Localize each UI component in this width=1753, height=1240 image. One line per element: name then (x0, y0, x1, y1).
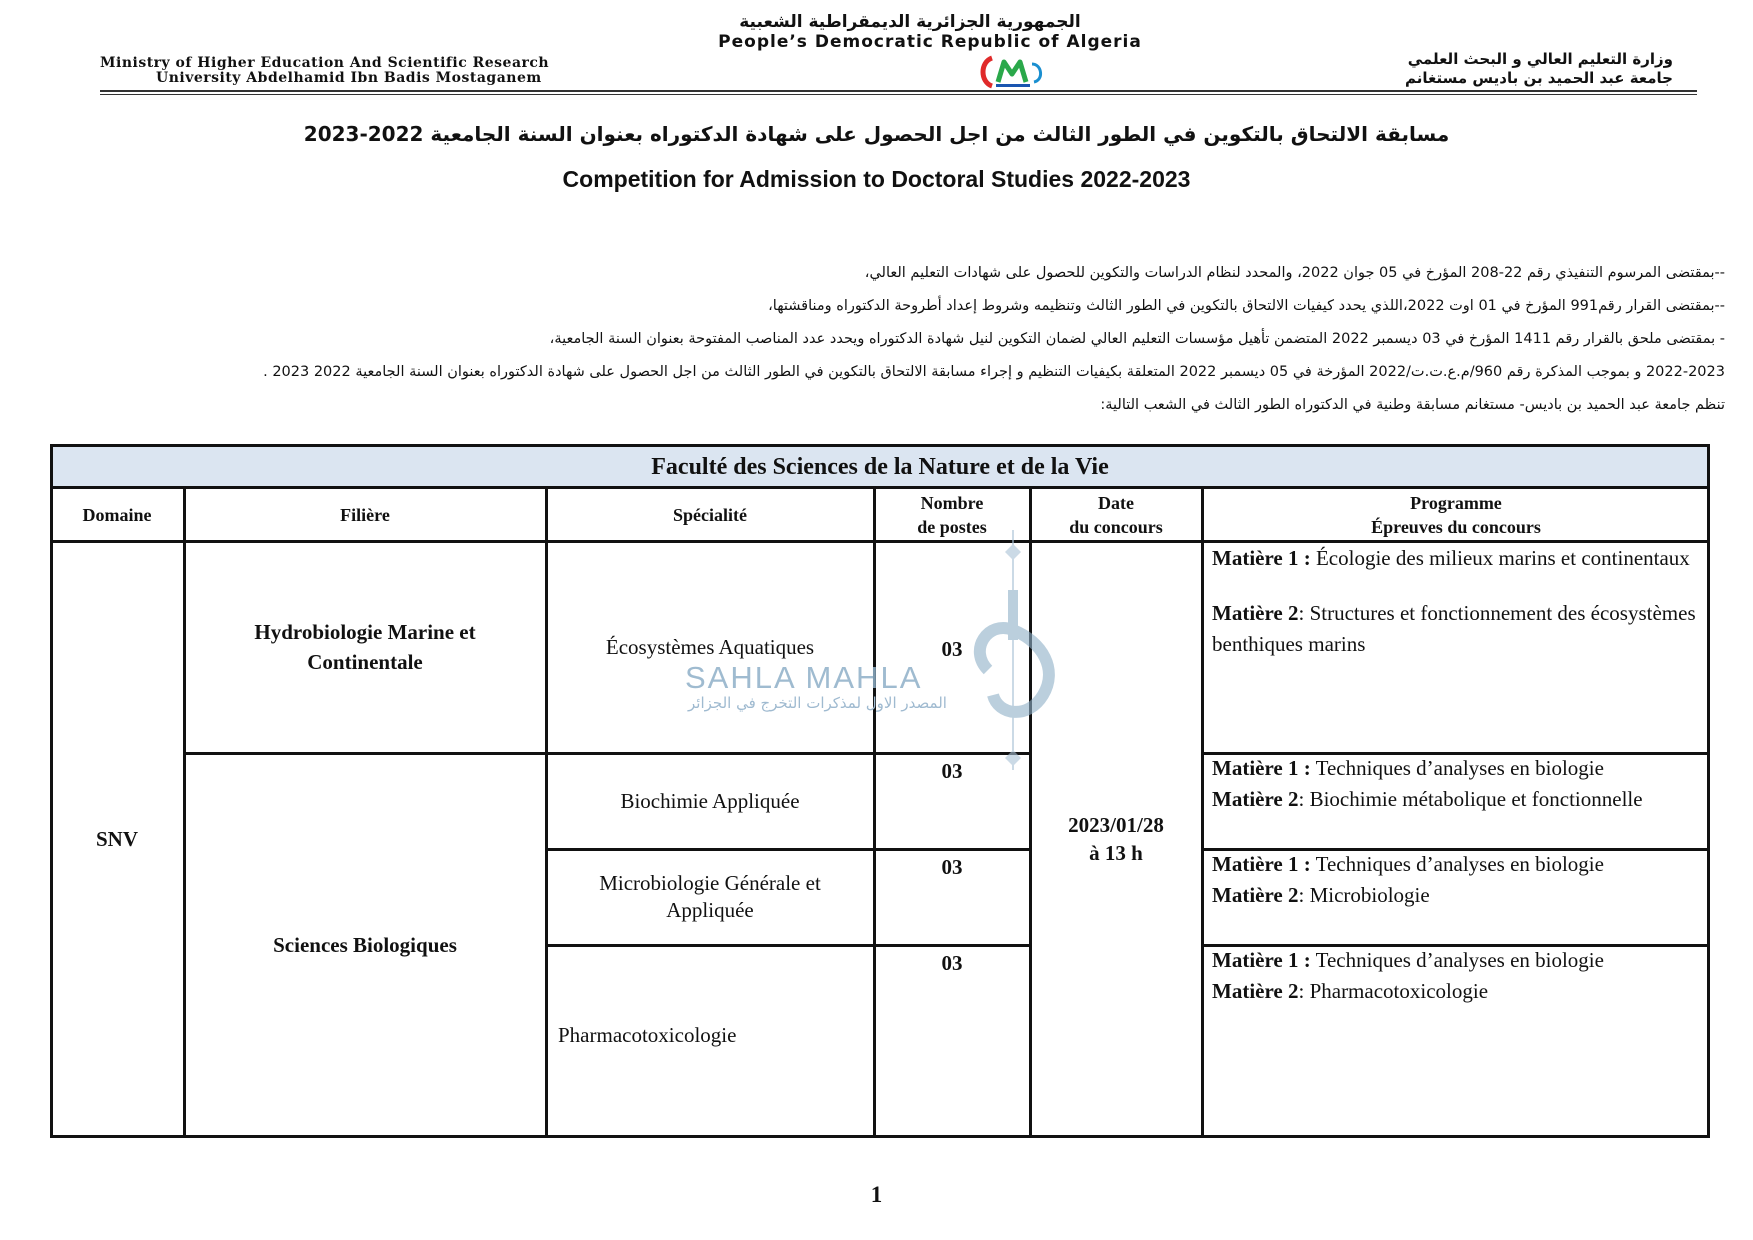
domaine-cell: SNV (95, 827, 138, 851)
date-value: 2023/01/28 (1068, 813, 1164, 837)
table-rule (1202, 944, 1710, 947)
table-rule (183, 489, 186, 1137)
matiere-1: Matière 1 : Techniques d’analyses en biologie (1212, 756, 1604, 780)
table-rule (1202, 752, 1710, 755)
postes-cell: 03 (941, 951, 963, 975)
matiere-2: Matière 2: Structures et fonctionnement des écosystèmes benthiques marins (1212, 601, 1696, 656)
watermark-logo-icon (958, 530, 1068, 770)
competition-table (50, 444, 1710, 1137)
filiere-sciences-biologiques: Sciences Biologiques (273, 933, 457, 957)
postes-cell: 03 (941, 759, 963, 783)
programme-cell (1202, 753, 1710, 849)
matiere-2: Matière 2: Pharmacotoxicologie (1212, 979, 1489, 1003)
header-rule (100, 90, 1697, 92)
header-nombre-line2: de postes (917, 517, 987, 537)
header-date-line1: Date (1098, 493, 1134, 513)
matiere-1: Matière 1 : Écologie des milieux marins et continentaux (1212, 546, 1690, 570)
header-date-line2: du concours (1069, 517, 1163, 537)
header-programme-line2: Épreuves du concours (1371, 517, 1541, 537)
university-ar: جامعة عبد الحميد بن باديس مستغانم (1405, 69, 1673, 87)
university-en: University Abdelhamid Ibn Badis Mostaganem (156, 70, 542, 86)
table-rule (1201, 489, 1204, 1137)
postes-cell: 03 (941, 637, 963, 661)
legal-line: --بمقتضى القرار رقم991 المؤرخ في 01 اوت 2022،اللذي يحدد كيفيات الالتحاق بالتكوين في الطور الثالث وتنظيمه وشروط إعداد أطروحة الدكتوراه ومناقشتها، (768, 298, 1725, 314)
header-domaine: Domaine (82, 505, 152, 525)
matiere-1: Matière 1 : Techniques d’analyses en biologie (1212, 852, 1604, 876)
ministry-en: Ministry of Higher Education And Scientific Research (100, 55, 550, 71)
time-value: à 13 h (1089, 841, 1143, 865)
programme-cell (1202, 541, 1710, 753)
ministry-ar: وزارة التعليم العالي و البحث العلمي (1407, 50, 1673, 68)
legal-line: تنظم جامعة عبد الحميد بن باديس- مستغانم مسابقة وطنية في الدكتوراه الطور الثالث في الشعب التالية: (1100, 397, 1725, 413)
legal-line: --بمقتضى المرسوم التنفيذي رقم 22-208 المؤرخ في 05 جوان 2022، والمحدد لنظام الدراسات والتكوين للحصول على شهادات التعليم العالي، (864, 265, 1725, 281)
postes-cell: 03 (941, 855, 963, 879)
legal-line: 2022-2023 و بموجب المذكرة رقم 960/م.ع.ت.ت/2022 المؤرخة في 05 ديسمبر 2022 المتعلقة بكيفيات التنظيم و إجراء مسابقة الالتحاق بالتكوين في الطور الثالث من اجل الحصول على شهادة الدكتوراه بعنوان السنة الجامعية 2022 2023 . (263, 364, 1725, 380)
republic-english: People’s Democratic Republic of Algeria (718, 32, 1142, 52)
title-english: Competition for Admission to Doctoral Studies 2022-2023 (562, 166, 1191, 192)
table-rule (50, 540, 1710, 543)
watermark-tagline: المصدر الاول لمذكرات التخرج في الجزائر (688, 694, 947, 712)
header-filiere: Filière (340, 505, 390, 525)
header-programme (1202, 489, 1710, 541)
table-border (1707, 489, 1710, 1137)
page-number: 1 (870, 1182, 883, 1207)
title-arabic: مسابقة الالتحاق بالتكوين في الطور الثالث من اجل الحصول على شهادة الدكتوراه بعنوان السنة الجامعية 2022-2023 (303, 122, 1450, 146)
header-rule-thin (100, 94, 1697, 95)
table-rule (184, 752, 1030, 755)
legal-references (35, 258, 1725, 423)
table-rule (1202, 848, 1710, 851)
table-rule (546, 944, 1030, 947)
programme-cell (1202, 945, 1710, 1137)
watermark-name: SAHLA MAHLA (685, 660, 923, 695)
university-logo-icon (978, 54, 1054, 90)
specialite-cell: Écosystèmes Aquatiques (605, 635, 815, 659)
republic-arabic: الجمهورية الجزائرية الديمقراطية الشعبية (739, 12, 1081, 32)
table-border (50, 489, 53, 1137)
ministry-university-arabic (1113, 50, 1673, 88)
table-rule (873, 489, 876, 1137)
table-border (50, 1135, 1710, 1138)
legal-line: - بمقتضى ملحق بالقرار رقم 1411 المؤرخ في 03 ديسمبر 2022 المتضمن تأهيل مؤسسات التعليم العالي لضمان التكوين لنيل شهادة الدكتوراه ويحدد عدد المناصب المفتوحة بعنوان السنة الجامعية، (549, 331, 1725, 347)
specialite-cell: Biochimie Appliquée (620, 789, 800, 813)
table-rule (546, 848, 1030, 851)
specialite-cell: Microbiologie Générale et Appliquée (599, 871, 821, 922)
programme-cell (1202, 849, 1710, 945)
header-specialite: Spécialité (673, 505, 747, 525)
header-programme-line1: Programme (1410, 493, 1502, 513)
specialite-cell: Pharmacotoxicologie (558, 1023, 737, 1047)
header-nombre-line1: Nombre (920, 493, 984, 513)
matiere-2: Matière 2: Biochimie métabolique et fonctionnelle (1212, 787, 1643, 811)
faculty-banner: Faculté des Sciences de la Nature et de la Vie (50, 444, 1710, 489)
ministry-university-english (100, 56, 549, 86)
filiere-hydrobiologie: Hydrobiologie Marine et Continentale (254, 620, 476, 674)
matiere-1: Matière 1 : Techniques d’analyses en biologie (1212, 948, 1604, 972)
table-rule (545, 489, 548, 1137)
matiere-2: Matière 2: Microbiologie (1212, 883, 1430, 907)
